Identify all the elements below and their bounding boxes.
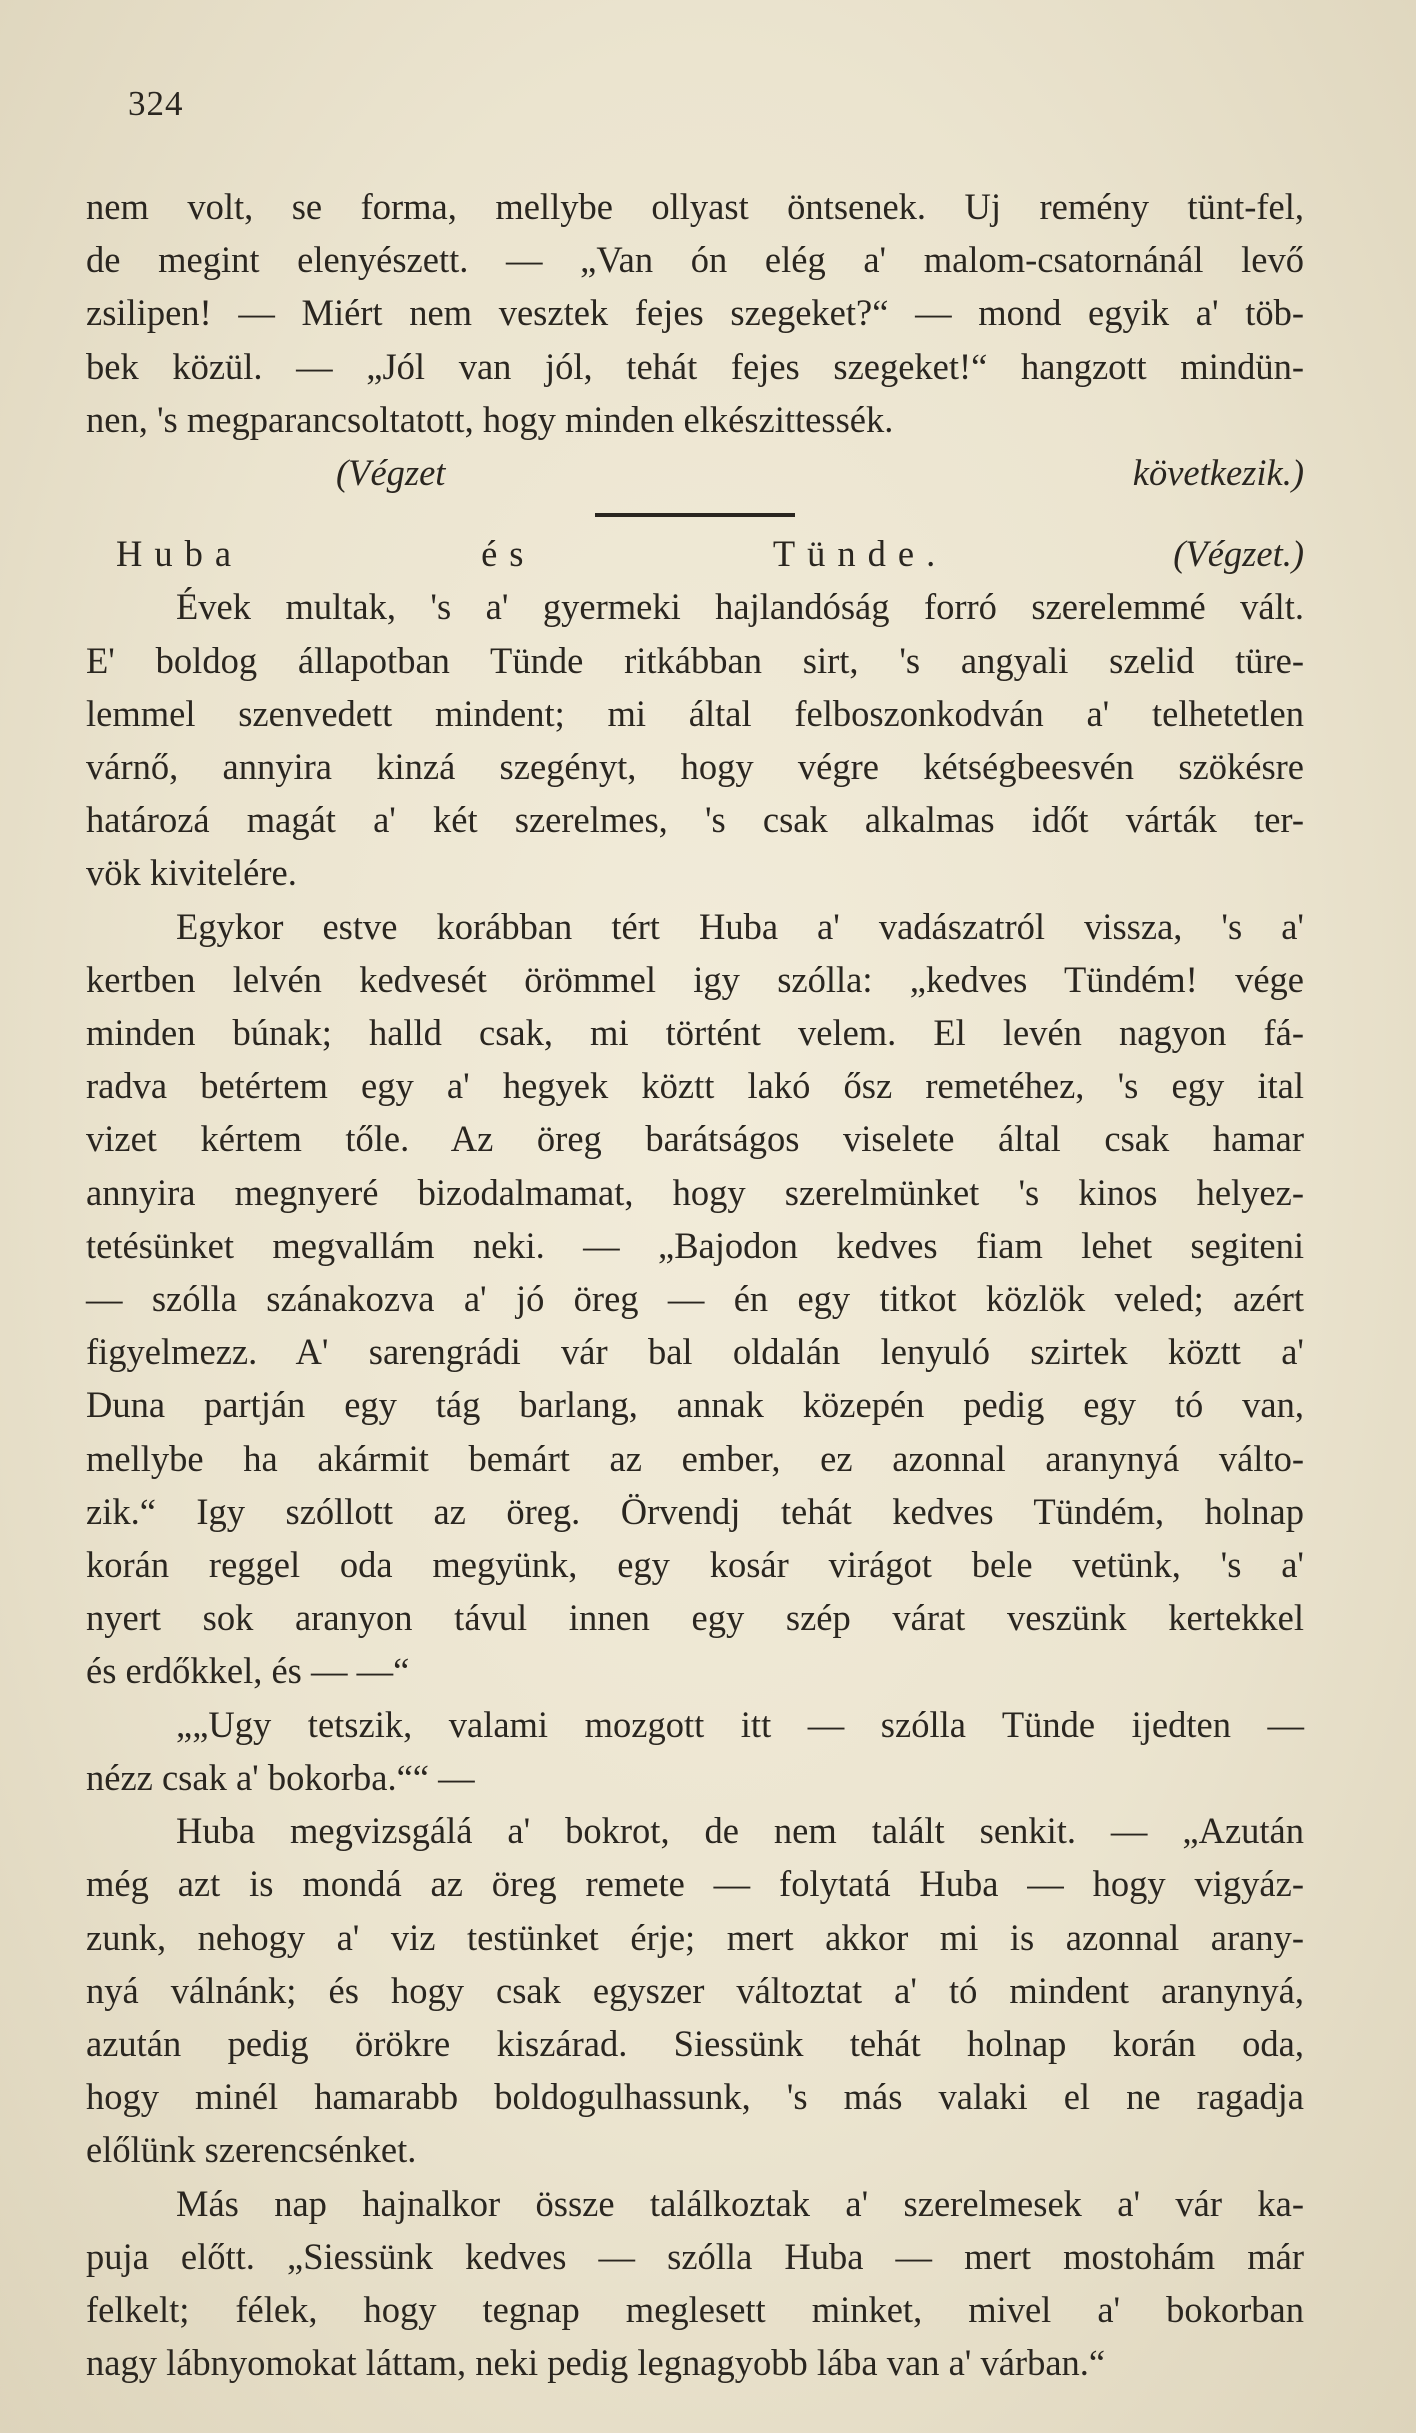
page-text (86, 180, 1304, 2389)
text-line: zsilipen! — Miért nem vesztek fejes szegeket?“ — mond egyik a' töb- (86, 292, 1304, 334)
text-line: bek közül. — „Jól van jól, tehát fejes szegeket!“ hangzott mindün- (86, 345, 1304, 387)
paragraph (86, 900, 1304, 1698)
text-line: tetésünket megvallám neki. — „Bajodon kedves fiam lehet segiteni (86, 1224, 1304, 1266)
text-line: előlünk szerencsénket. (86, 2129, 417, 2171)
text-line: felkelt; félek, hogy tegnap meglesett minket, mivel a' bokorban (86, 2288, 1304, 2330)
story-subtitle: (Végzet.) (1173, 533, 1304, 575)
text-line: lemmel szenvedett mindent; mi által felboszonkodván a' telhetetlen (86, 692, 1304, 734)
text-line: Más nap hajnalkor össze találkoztak a' szerelmesek a' vár ka- (176, 2182, 1304, 2224)
text-line: minden búnak; halld csak, mi történt velem. El levén nagyon fá- (86, 1012, 1304, 1054)
text-line: nem volt, se forma, mellybe ollyast öntsenek. Uj remény tünt-fel, (86, 186, 1304, 227)
continuation-block (86, 180, 1304, 499)
text-line: korán reggel oda megyünk, egy kosár virágot bele vetünk, 's a' (86, 1544, 1304, 1586)
text-line: nyert sok aranyon távul innen egy szép várat veszünk kertekkel (86, 1597, 1304, 1639)
paragraph (86, 1804, 1304, 2176)
text-line: Évek multak, 's a' gyermeki hajlandóság forró szerelemmé vált. (176, 586, 1304, 628)
text-line: zik.“ Igy szóllott az öreg. Örvendj tehát kedves Tündém, holnap (86, 1490, 1304, 1532)
text-line: nen, 's megparancsoltatott, hogy minden elkészittessék. (86, 398, 894, 440)
continuation-note: (Végzet következik.) (336, 452, 1304, 494)
page-number: 324 (128, 84, 184, 123)
text-line: kertben lelvén kedvesét örömmel igy szólla: „kedves Tündém! vége (86, 958, 1304, 1000)
text-line: Egykor estve korábban tért Huba a' vadászatról vissza, 's a' (176, 905, 1304, 947)
paragraph (86, 2177, 1304, 2390)
text-line: még azt is mondá az öreg remete — folytatá Huba — hogy vigyáz- (86, 1863, 1304, 1905)
text-line: de megint elenyészett. — „Van ón elég a' malom-csatornánál levő (86, 239, 1304, 281)
text-line: zunk, nehogy a' viz testünket érje; mert akkor mi is azonnal arany- (86, 1916, 1304, 1958)
text-line: „„Ugy tetszik, valami mozgott itt — szólla Tünde ijedten — (176, 1703, 1304, 1745)
paragraph (86, 1698, 1304, 1804)
text-line: mellybe ha akármit bemárt az ember, ez azonnal aranynyá válto- (86, 1437, 1304, 1479)
text-line: vizet kértem tőle. Az öreg barátságos viselete által csak hamar (86, 1118, 1304, 1160)
text-line: és erdőkkel, és — —“ (86, 1650, 410, 1692)
text-line: puja előtt. „Siessünk kedves — szólla Huba — mert mostohám már (86, 2235, 1304, 2277)
text-line: hogy minél hamarabb boldogulhassunk, 's más valaki el ne ragadja (86, 2076, 1304, 2118)
text-line: Duna partján egy tág barlang, annak közepén pedig egy tó van, (86, 1384, 1304, 1426)
paragraph (86, 580, 1304, 899)
text-line: figyelmezz. A' sarengrádi vár bal oldalán lenyuló szirtek köztt a' (86, 1331, 1304, 1373)
text-line: nézz csak a' bokorba.““ — (86, 1756, 475, 1798)
text-line: várnő, annyira kinzá szegényt, hogy végre kétségbeesvén szökésre (86, 746, 1304, 788)
text-line: annyira megnyeré bizodalmamat, hogy szerelmünket 's kinos helyez- (86, 1171, 1304, 1213)
section-divider (595, 513, 795, 517)
text-line: nyá válnánk; és hogy csak egyszer változtat a' tó mindent aranynyá, (86, 1969, 1304, 2011)
text-line: — szólla szánakozva a' jó öreg — én egy titkot közlök veled; azért (86, 1278, 1304, 1320)
text-line: azután pedig örökre kiszárad. Siessünk tehát holnap korán oda, (86, 2022, 1304, 2064)
story-heading (86, 527, 1304, 580)
text-line: nagy lábnyomokat láttam, neki pedig legnagyobb lába van a' várban.“ (86, 2342, 1106, 2384)
text-line: határozá magát a' két szerelmes, 's csak alkalmas időt várták ter- (86, 799, 1304, 841)
story-title: Huba és Tünde. (116, 533, 948, 575)
text-line: Huba megvizsgálá a' bokrot, de nem talált senkit. — „Azután (176, 1810, 1304, 1852)
text-line: radva betértem egy a' hegyek köztt lakó ősz remetéhez, 's egy ital (86, 1065, 1304, 1107)
text-line: vök kivitelére. (86, 852, 297, 894)
text-line: E' boldog állapotban Tünde ritkábban sirt, 's angyali szelid türe- (86, 639, 1304, 681)
